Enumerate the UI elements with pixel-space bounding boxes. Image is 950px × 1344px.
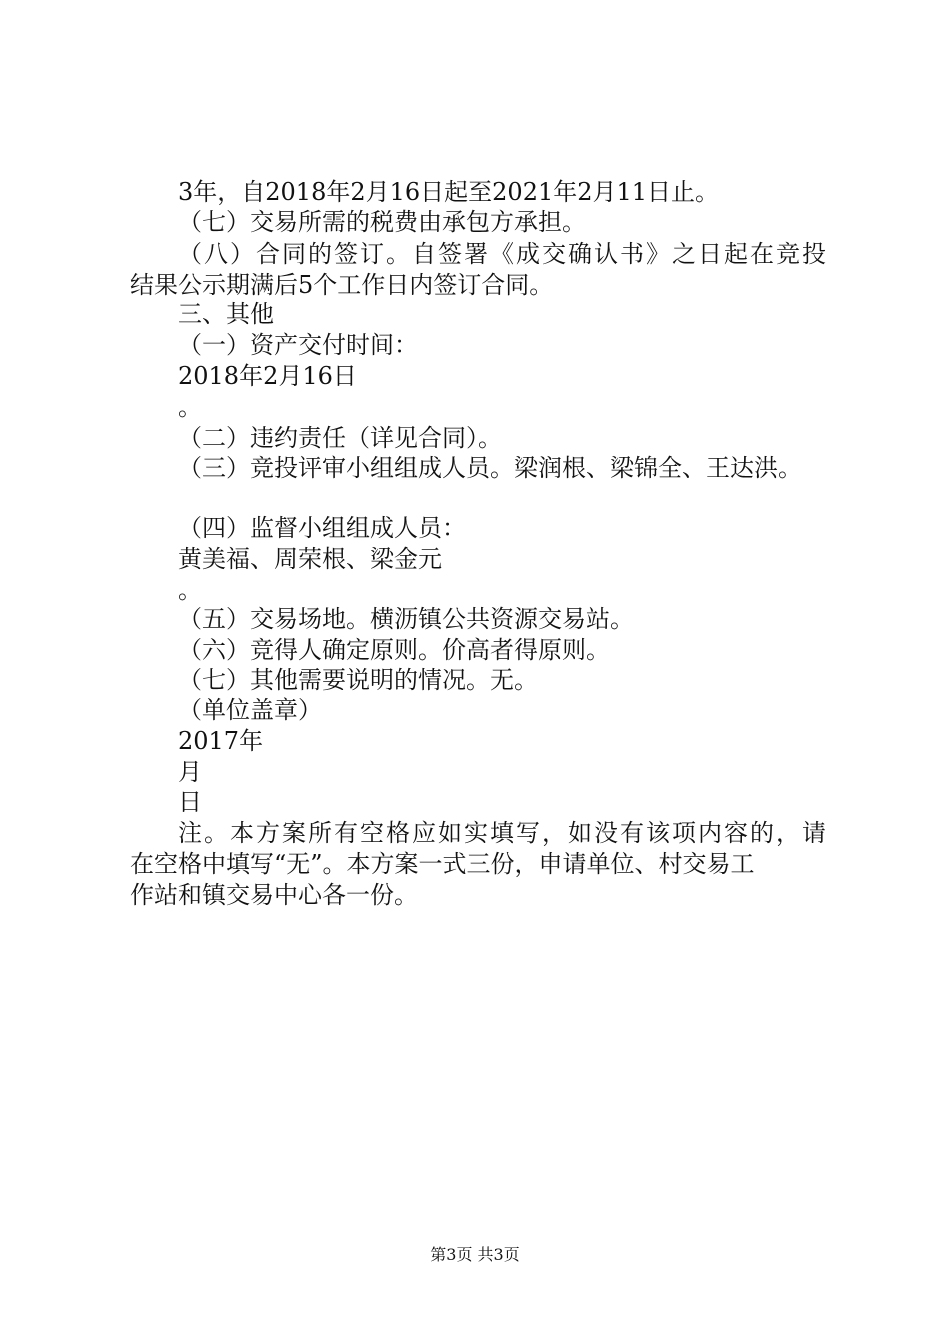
text-line: 。 (178, 576, 202, 604)
section-heading: 三、其他 (178, 300, 274, 328)
text-line: （七）交易所需的税费由承包方承担。 (178, 208, 586, 236)
text-line: 。 (178, 393, 202, 421)
text-line: 3年，自2018年2月16日起至2021年2月11日止。 (178, 178, 720, 206)
text-line: （二）违约责任（详见合同）。 (178, 424, 502, 452)
text-line: （三）竞投评审小组组成人员。梁润根、梁锦全、王达洪。 (178, 454, 802, 482)
page-number-footer: 第3页 共3页 (430, 1245, 520, 1264)
text-line: 结果公示期满后5个工作日内签订合同。 (130, 271, 554, 299)
text-line: （一）资产交付时间： (178, 331, 418, 359)
seal-line: （单位盖章） (178, 696, 322, 724)
text-line: 黄美福、周荣根、梁金元 (178, 545, 442, 573)
text-line: （六）竞得人确定原则。价高者得原则。 (178, 636, 610, 664)
note-line: 注。本方案所有空格应如实填写，如没有该项内容的，请 (178, 819, 828, 847)
note-line: 在空格中填写“无”。本方案一式三份，申请单位、村交易工 (130, 850, 755, 878)
date-month: 月 (178, 758, 202, 786)
date-year: 2017年 (178, 727, 264, 755)
text-line: （四）监督小组组成人员： (178, 514, 466, 542)
note-line: 作站和镇交易中心各一份。 (130, 881, 418, 909)
text-line: 2018年2月16日 (178, 362, 357, 390)
date-day: 日 (178, 788, 202, 816)
text-line: （八）合同的签订。自签署《成交确认书》之日起在竞投 (178, 240, 828, 268)
text-line: （七）其他需要说明的情况。无。 (178, 666, 538, 694)
text-line: （五）交易场地。横沥镇公共资源交易站。 (178, 605, 634, 633)
